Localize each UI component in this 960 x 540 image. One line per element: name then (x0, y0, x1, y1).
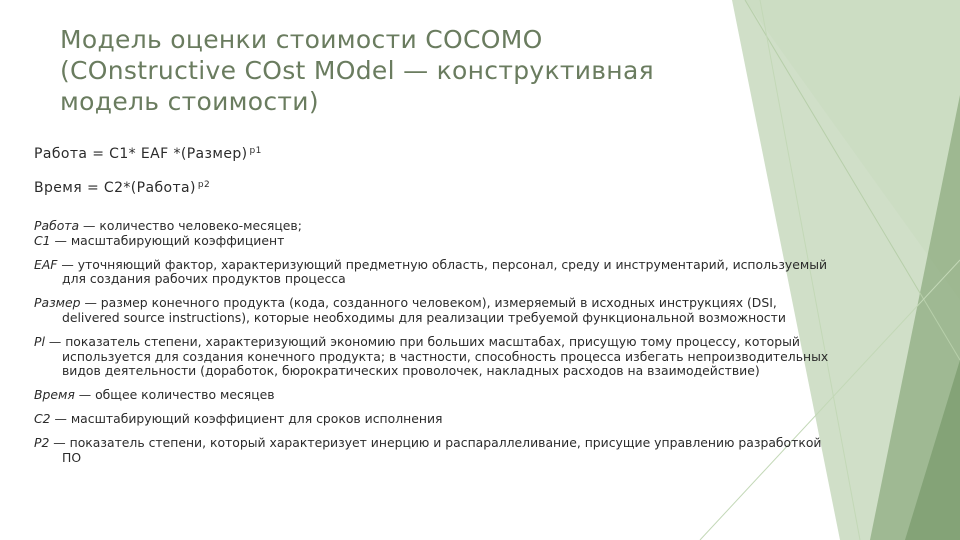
formula-text: Работа = С1* EAF *(Размер) (34, 146, 248, 162)
definition-text: — показатель степени, характеризующий экономию при больших масштабах, присущую тому процессу, который используется для создания конечного продукта; в частности, способность процесса избегать непроизводительных видов деятельности (доработок, бюрократических проволочек, накладных расходов на взаимодействие) (44, 333, 829, 379)
definition-term: Pl (34, 333, 45, 349)
formula-time (34, 176, 834, 197)
definition-term: Размер (34, 295, 81, 311)
definition-text: — показатель степени, который характеризует инерцию и распараллеливание, присущие управлению разработкой ПО (49, 434, 822, 465)
definition-time (34, 388, 834, 403)
definition-size (34, 296, 834, 326)
definition-text: — масштабирующий коэффициент (50, 232, 285, 248)
definition-term: С1 (34, 232, 51, 248)
definition-text: — уточняющий фактор, характеризующий предметную область, персонал, среду и инструментарий, используемый для создания рабочих продуктов процесса (57, 256, 828, 287)
formula-exponent: p2 (197, 180, 211, 190)
definitions-list (34, 219, 834, 465)
definition-text: — количество человеко-месяцев; (79, 218, 302, 233)
title-line: модель стоимости) (60, 87, 319, 116)
definition-text: — размер конечного продукта (кода, созданного человеком), измеряемый в исходных инструкциях (DSI, delivered source instructions), которые необходимы для реализации требуемой функциональной возможности (62, 295, 786, 325)
definition-text: — масштабирующий коэффициент для сроков исполнения (50, 410, 443, 426)
definition-term: С2 (34, 410, 51, 426)
slide-title (60, 24, 760, 117)
formula-work (34, 142, 834, 163)
slide-content (34, 142, 834, 474)
definition-term: Р2 (34, 434, 50, 450)
definition-text: — общее количество месяцев (74, 387, 275, 403)
title-line: (COnstructive COst MOdel — конструктивная (60, 56, 654, 85)
title-line: Модель оценки стоимости COCOMO (60, 25, 543, 54)
formula-text: Время = С2*(Работа) (34, 180, 196, 196)
definition-work (34, 219, 834, 234)
definition-term: Работа (34, 218, 80, 233)
definition-term: Время (34, 387, 75, 403)
definition-c1 (34, 234, 834, 249)
definition-p1 (34, 335, 834, 379)
definition-eaf (34, 258, 834, 288)
definition-c2 (34, 412, 834, 427)
formula-exponent: p1 (249, 146, 262, 156)
definition-term: EAF (34, 256, 58, 272)
definition-p2 (34, 436, 834, 466)
